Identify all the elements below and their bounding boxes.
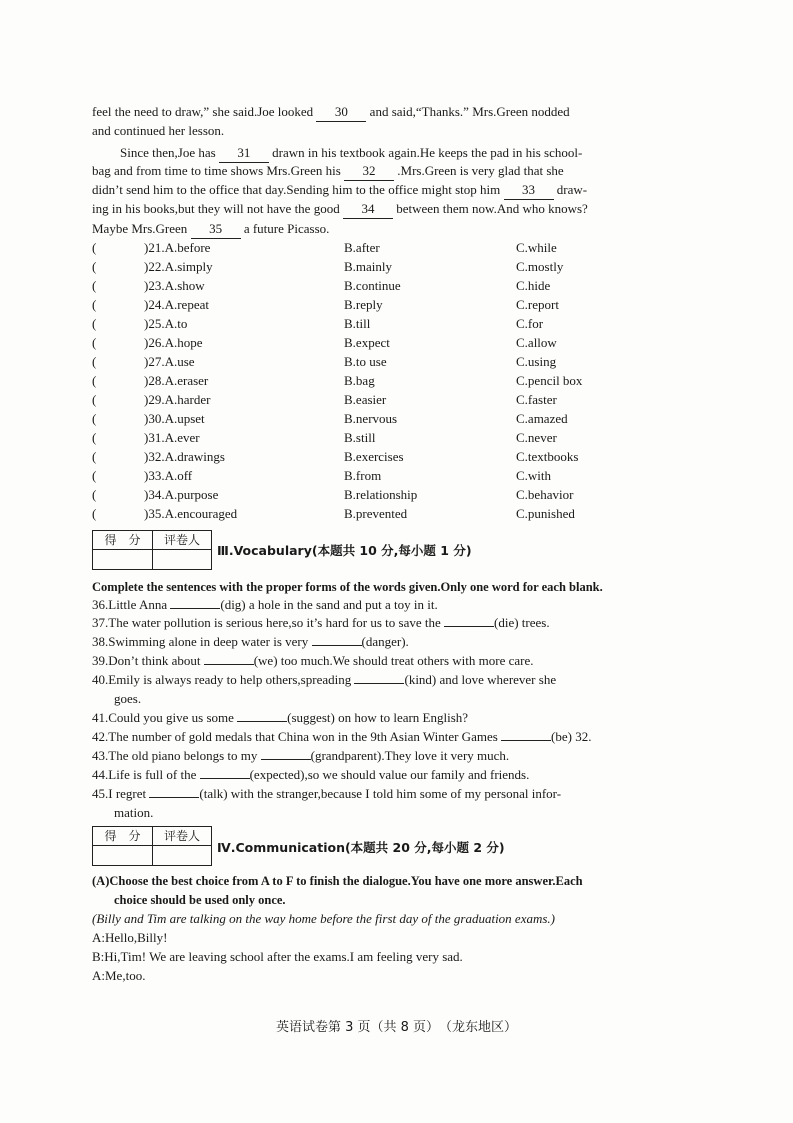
passage-line-3: Since then,Joe has 31 drawn in his textbook again.He keeps the pad in his school- — [120, 144, 582, 163]
passage-line-1: feel the need to draw,” she said.Joe looked 30 and said,“Thanks.” Mrs.Green nodded — [92, 103, 570, 122]
blank-30: 30 — [316, 103, 366, 122]
score-box-communication — [92, 826, 212, 866]
passage-line-5: didn’t send him to the office that day.Sending him to the office might stop him 33 draw- — [92, 181, 587, 200]
comm-instruction-1: (A)Choose the best choice from A to F to finish the dialogue.You have one more answer.Each — [92, 874, 583, 888]
comm-instruction-2: choice should be used only once. — [114, 893, 286, 907]
question-40: 40.Emily is always ready to help others,spreading (kind) and love wherever she — [92, 672, 557, 687]
score-cell — [93, 550, 153, 569]
answer-blank — [312, 645, 362, 646]
question-41: 41.Could you give us some (suggest) on how to learn English? — [92, 710, 469, 725]
passage-line-7: Maybe Mrs.Green 35 a future Picasso. — [92, 220, 329, 239]
answer-blank — [261, 759, 311, 760]
answer-blank — [237, 721, 287, 722]
answer-blank — [204, 664, 254, 665]
score-box-vocabulary — [92, 530, 212, 570]
answer-blank — [444, 626, 494, 627]
answer-blank — [501, 740, 551, 741]
blank-31: 31 — [219, 144, 269, 163]
vocab-instruction: Complete the sentences with the proper forms of the words given.Only one word for each blank. — [92, 580, 603, 594]
exam-page: feel the need to draw,” she said.Joe looked 30 and said,“Thanks.” Mrs.Green nodded and continued her lesson. Since then,Joe has 31 drawn in his textbook again.He keeps the pad in his school- bag and from time to time shows Mrs.Green his 32 .Mrs.Green is very glad that she didn’t send him to the office that day.Sending him to the office might stop him 33 draw- ing in his books,but they will not have the good 34 between them now.And who knows? Maybe Mrs.Green 35 a future Picasso. ( )21.A.before B.after C.while ( )22.A.simply B.mainly C.mostly ( )23.A.show B.continue C.hide ( )24.A.repeat B.reply C.report ( )25.A.to B.till C.for ( )26.A.hope B.expect C.allow ( )27.A.use B.to use C.using ( )28.A.eraser B.bag C.pencil box ( )29.A.harder B.easier C.faster ( )30.A.upset B.nervous C.amazed ( )31.A.ever B.still C.never ( )32.A.drawings B.exercises C.textbooks ( )33.A.off B.from C.with ( )34.A.purpose B.relationship C.behavior ( )35.A.encouraged B.prevented C.punished 得 分 评卷人 Ⅲ.Vocabulary(本题共 10 分,每小题 1 分) Complete the sentences with the proper forms of the words given.Only one word for each blank. 36.Little Anna (dig) a hole in the sand and put a toy in it. 37.The water pollution is serious here,so it’s hard for us to save the (die) trees. 38.Swimming alone in deep water is very (danger). 39.Don’t think about (we) too much.We should treat others with more care. 40.Emily is always ready to help others,spreading (kind) and love wherever she goes. 41.Could you give us some (suggest) on how to learn English? 42.The number of gold medals that China won in the 9th Asian Winter Games (be) 32. 43.The old piano belongs to my (grandparent).They love it very much. 44.Life is full of the (expected),so we should value our family and friends. 45.I regret (talk) with the stranger,because I told him some of my personal infor- mation. 得 分 评卷人 Ⅳ.Communication(本题共 20 分,每小题 2 分) (A)Choose the best choice from A to F to finish the dialogue.You have one more answer.Each choice should be used only once. (Billy and Tim are talking on the way home before the first day of the graduation exams.) A:Hello,Billy! B:Hi,Tim! We are leaving school after the exams.I am feeling very sad. A:Me,too. 英语试卷第 3 页（共 8 页） （龙东地区） — [0, 0, 793, 1123]
score-label: 得 分 — [93, 827, 153, 846]
question-44: 44.Life is full of the (expected),so we should value our family and friends. — [92, 767, 530, 782]
blank-32: 32 — [344, 162, 394, 181]
dialogue-line: A:Hello,Billy! — [92, 930, 168, 945]
section-title-vocabulary: Ⅲ.Vocabulary(本题共 10 分,每小题 1 分) — [217, 543, 472, 558]
question-40-cont: goes. — [114, 691, 142, 706]
question-43: 43.The old piano belongs to my (grandparent).They love it very much. — [92, 748, 510, 763]
dialogue-line: B:Hi,Tim! We are leaving school after the exams.I am feeling very sad. — [92, 949, 463, 964]
answer-blank — [354, 683, 404, 684]
answer-blank — [200, 778, 250, 779]
blank-34: 34 — [343, 200, 393, 219]
score-label: 得 分 — [93, 531, 153, 550]
answer-blank — [170, 608, 220, 609]
passage-line-4: bag and from time to time shows Mrs.Green his 32 .Mrs.Green is very glad that she — [92, 162, 564, 181]
question-42: 42.The number of gold medals that China won in the 9th Asian Winter Games (be) 32. — [92, 729, 592, 744]
blank-35: 35 — [191, 220, 241, 239]
blank-33: 33 — [504, 181, 554, 200]
dialogue-scene: (Billy and Tim are talking on the way home before the first day of the graduation exams.) — [92, 911, 555, 926]
question-38: 38.Swimming alone in deep water is very (danger). — [92, 634, 409, 649]
grader-label: 评卷人 — [153, 827, 211, 846]
section-title-communication: Ⅳ.Communication(本题共 20 分,每小题 2 分) — [217, 840, 505, 855]
score-cell — [93, 846, 153, 865]
answer-blank — [149, 797, 199, 798]
passage-line-2: and continued her lesson. — [92, 123, 225, 138]
grader-label: 评卷人 — [153, 531, 211, 550]
question-45-cont: mation. — [114, 805, 154, 820]
question-39: 39.Don’t think about (we) too much.We should treat others with more care. — [92, 653, 534, 668]
page-footer: 英语试卷第 3 页（共 8 页） （龙东地区） — [275, 1020, 518, 1035]
question-37: 37.The water pollution is serious here,so it’s hard for us to save the (die) trees. — [92, 615, 550, 630]
question-45: 45.I regret (talk) with the stranger,because I told him some of my personal infor- — [92, 786, 562, 801]
passage-line-6: ing in his books,but they will not have the good 34 between them now.And who knows? — [92, 200, 588, 219]
question-36: 36.Little Anna (dig) a hole in the sand and put a toy in it. — [92, 597, 438, 612]
dialogue-line: A:Me,too. — [92, 968, 146, 983]
